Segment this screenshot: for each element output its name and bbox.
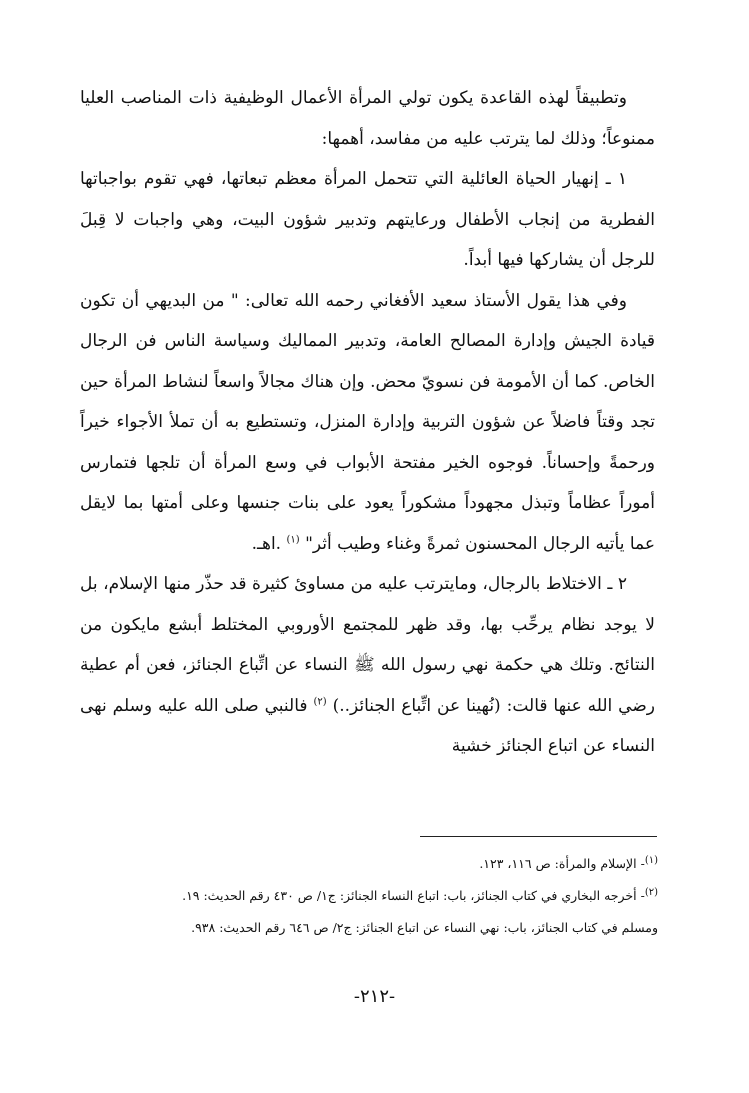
paragraph-quote (80, 281, 655, 565)
paragraph-quote-end: .اهـ. (251, 533, 282, 554)
footnotes (72, 848, 658, 944)
page-number: -٢١٢- (353, 986, 396, 1007)
footnote-divider (420, 836, 657, 837)
paragraph-point-1-text: ١ ـ إنهيار الحياة العائلية التي تتحمل المرأة معظم تبعاتها، فهي تقوم بواجباتها الفطرية من إنجاب الأطفال ورعايتهم وتدبير شؤون البيت، وهي واجبات لا قِبلَ للرجل أن يشاركها فيها أبداً. (80, 169, 655, 270)
paragraph-point-2 (80, 564, 655, 767)
paragraph-point-2-text: ٢ ـ الاختلاط بالرجال، ومايترتب عليه من مساوئ كثيرة قد حذّر منها الإسلام، بل لا يوجد نظام يرحِّب بها، وقد ظهر للمجتمع الأوروبي المختلط أبشع مايكون من النتائج. وتلك هي حكمة نهي رسول الله ﷺ النساء عن اتِّباع الجنائز، فعن أم عطية رضي الله عنها قالت: (نُهينا عن اتِّباع الجنائز..) (80, 574, 655, 716)
paragraph-intro-text: وتطبيقاً لهذه القاعدة يكون تولي المرأة الأعمال الوظيفية ذات المناصب العليا ممنوعاً؛ وذلك لما يترتب عليه من مفاسد، أهمها: (80, 88, 655, 149)
paragraph-quote-text: وفي هذا يقول الأستاذ سعيد الأفغاني رحمه الله تعالى: " من البديهي أن تكون قيادة الجيش وإدارة المصالح العامة، وتدبير المماليك وسياسة الناس فن الرجال الخاص. كما أن الأمومة فن نسويّ محض. وإن هناك مجالاً واسعاً لنشاط المرأة حين تجد وقتاً فاضلاً عن شؤون التربية وإدارة المنزل، وتستطيع به أن تملأ الأجواء خيراً ورحمةً وإحساناً. فوجوه الخير مفتحة الأبواب في وسع المرأة أن تلجها فتمارس أموراً عظاماً وتبذل مجهوداً مشكوراً يعود على بنات جنسها وعلى أمتها بما لايقل عما يأتيه الرجال المحسنون ثمرةً وغناء وطيب أثر" (80, 290, 655, 554)
footnote-2-text: - أخرجه البخاري في كتاب الجنائز، باب: اتباع النساء الجنائز: ج١/ ص ٤٣٠ رقم الحديث: ١٩. (182, 888, 645, 903)
footnote-2-marker: (٢) (644, 886, 658, 898)
paragraph-point-2-end: فالنبي صلى الله عليه وسلم نهى النساء عن اتباع الجنائز خشية (80, 695, 655, 756)
main-text (80, 78, 655, 767)
footnote-ref-2[interactable]: (٢) (313, 695, 327, 707)
footnote-2-continued-text: ومسلم في كتاب الجنائز، باب: نهي النساء عن اتباع الجنائز: ج٢/ ص ٦٤٦ رقم الحديث: ٩٣٨. (191, 920, 658, 935)
footnote-1-marker: (١) (644, 854, 658, 866)
footnote-1-text: - الإسلام والمرأة: ص ١١٦، ١٢٣. (479, 856, 645, 871)
footnote-ref-1[interactable]: (١) (286, 533, 300, 545)
paragraph-point-1 (80, 159, 655, 281)
footnote-1 (72, 848, 658, 880)
paragraph-intro (80, 78, 655, 159)
footnote-2-continued (72, 912, 658, 944)
footnote-2 (72, 880, 658, 912)
